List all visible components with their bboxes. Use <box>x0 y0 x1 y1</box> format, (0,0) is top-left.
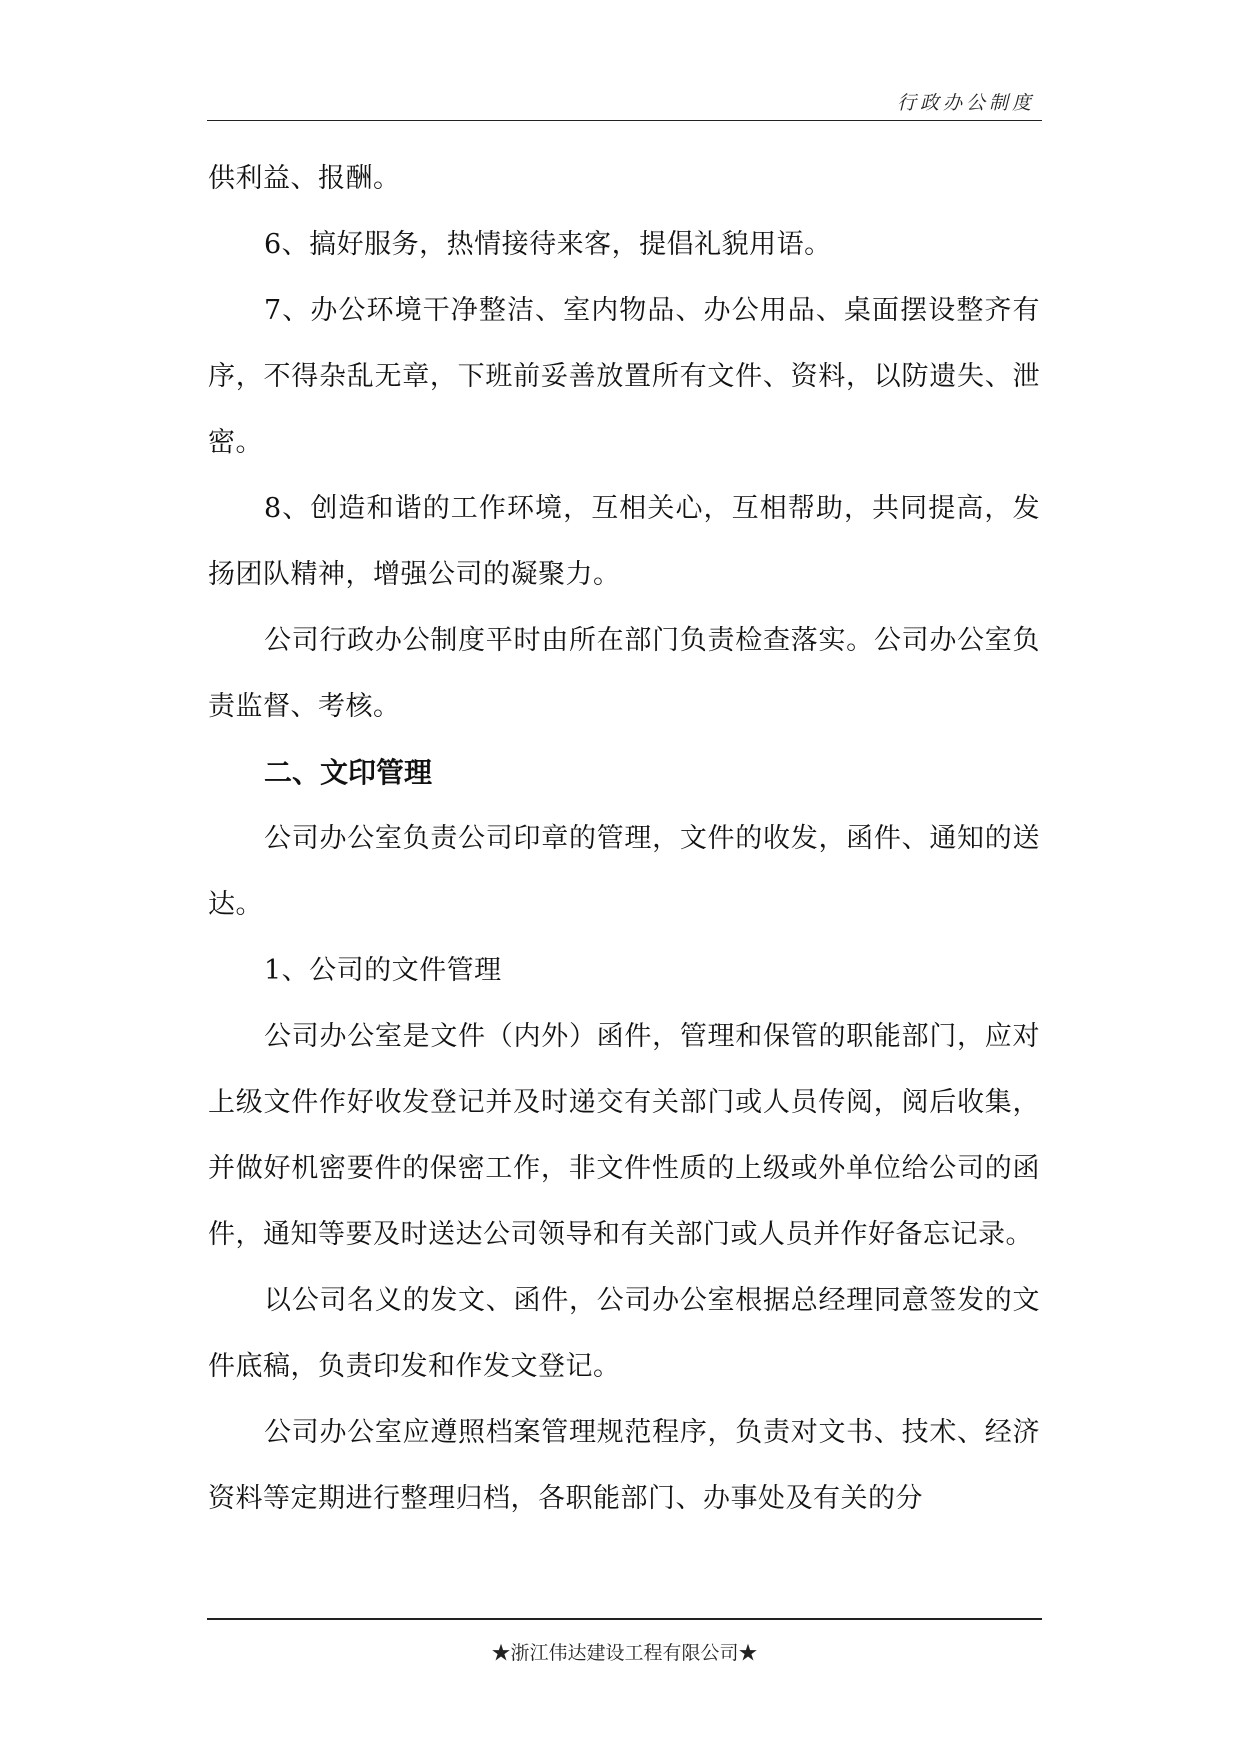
paragraph: 公司办公室负责公司印章的管理，文件的收发，函件、通知的送达。 <box>208 823 1040 920</box>
paragraph: 1、公司的文件管理 <box>264 955 502 986</box>
paragraph: 8、创造和谐的工作环境，互相关心，互相帮助，共同提高，发扬团队精神，增强公司的凝聚力。 <box>208 493 1040 590</box>
paragraph: 公司办公室应遵照档案管理规范程序，负责对文书、技术、经济资料等定期进行整理归档，各职能部门、办事处及有关的分 <box>208 1417 1040 1514</box>
paragraph: 公司办公室是文件（内外）函件，管理和保管的职能部门，应对上级文件作好收发登记并及时递交有关部门或人员传阅，阅后收集，并做好机密要件的保密工作，非文件性质的上级或外单位给公司的函件，通知等要及时送达公司领导和有关部门或人员并作好备忘记录。 <box>208 1021 1040 1250</box>
paragraph: 以公司名义的发文、函件，公司办公室根据总经理同意签发的文件底稿，负责印发和作发文登记。 <box>208 1285 1040 1382</box>
paragraph: 供利益、报酬。 <box>208 163 401 194</box>
header-title: 行政办公制度 <box>896 92 1035 114</box>
paragraph: 6、搞好服务，热情接待来客，提倡礼貌用语。 <box>264 229 832 260</box>
document-body <box>208 146 1040 1532</box>
footer-divider <box>207 1618 1042 1620</box>
footer-company: ★浙江伟达建设工程有限公司★ <box>491 1642 758 1664</box>
header-divider <box>207 120 1042 121</box>
paragraph: 公司行政办公制度平时由所在部门负责检查落实。公司办公室负责监督、考核。 <box>208 625 1040 722</box>
section-heading: 二、文印管理 <box>264 756 433 789</box>
paragraph: 7、办公环境干净整洁、室内物品、办公用品、桌面摆设整齐有序，不得杂乱无章，下班前妥善放置所有文件、资料，以防遗失、泄密。 <box>208 295 1040 458</box>
